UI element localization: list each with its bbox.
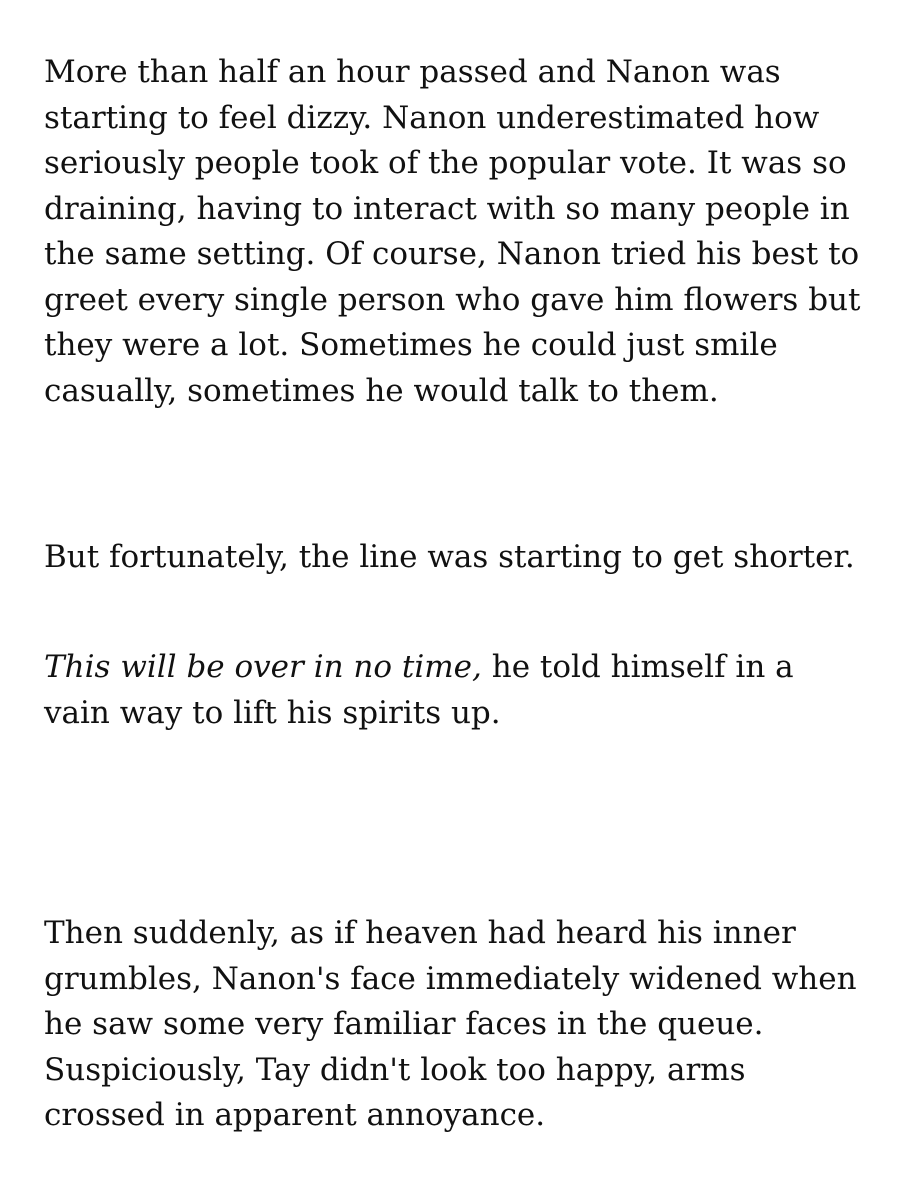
italic-thought: This will be over in no time, bbox=[44, 649, 482, 685]
paragraph-inner-thought bbox=[44, 645, 794, 736]
paragraph-dizzy: More than half an hour passed and Nanon was starting to feel dizzy. Nanon underestimated how seriously people took of the popular vote. It was so draining, having to interact with so many people in the same setting. Of course, Nanon tried his best to greet every single person who gave him flowers but they were a lot. Sometimes he could just smile casually, sometimes he would talk to them. bbox=[44, 54, 861, 409]
thought-continuation: he told himself in a vain way to lift his spirits up. bbox=[44, 649, 794, 731]
paragraph-familiar-faces: Then suddenly, as if heaven had heard his inner grumbles, Nanon's face immediately widened when he saw some very familiar faces in the queue. Suspiciously, Tay didn't look too happy, arms crossed in apparent annoyance. bbox=[44, 915, 857, 1133]
paragraph-line-shorter: But fortunately, the line was starting to get shorter. bbox=[44, 539, 855, 575]
